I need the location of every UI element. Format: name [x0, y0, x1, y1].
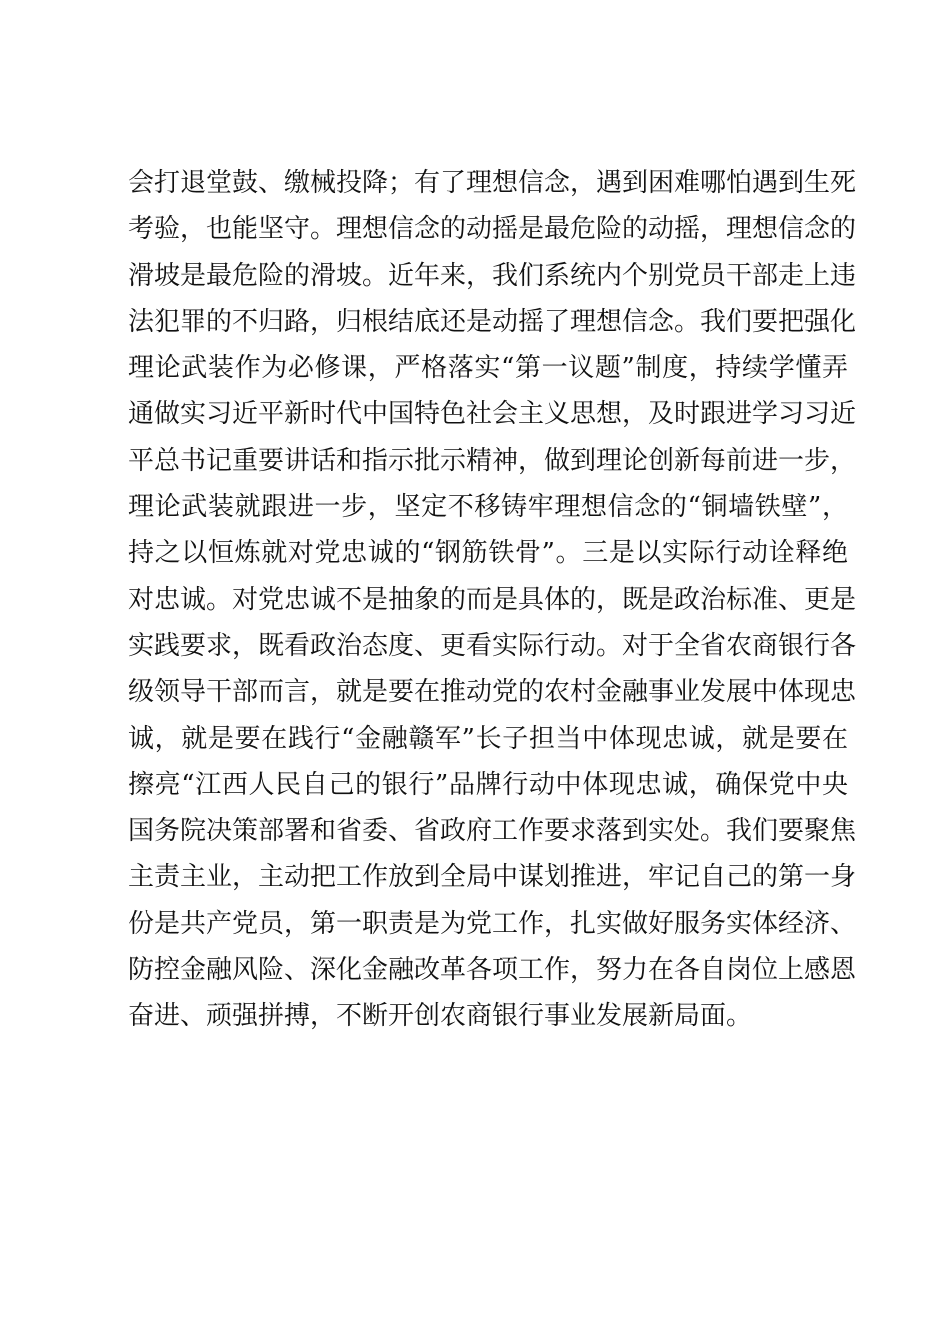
text-line: 会打退堂鼓、缴械投降；有了理想信念，遇到困难哪怕遇到生死: [128, 168, 857, 198]
text-line: 防控金融风险、深化金融改革各项工作，努力在各自岗位上感恩: [128, 955, 857, 986]
text-line: 擦亮“江西人民自己的银行”品牌行动中体现忠诚，确保党中央: [128, 769, 848, 800]
body-paragraph: [128, 160, 857, 1040]
text-line: 法犯罪的不归路，归根结底还是动摇了理想信念。我们要把强化: [128, 306, 857, 337]
text-line: 对忠诚。对党忠诚不是抽象的而是具体的，既是政治标准、更是: [128, 584, 857, 615]
text-line: 考验，也能坚守。理想信念的动摇是最危险的动摇，理想信念的: [128, 214, 857, 245]
text-line: 奋进、顽强拼搏，不断开创农商银行事业发展新局面。: [128, 1001, 753, 1032]
text-line: 持之以恒炼就对党忠诚的“钢筋铁骨”。三是以实际行动诠释绝: [128, 538, 848, 569]
text-line: 理论武装就跟进一步，坚定不移铸牢理想信念的“铜墙铁壁”，: [128, 492, 848, 523]
text-line: 理论武装作为必修课，严格落实“第一议题”制度，持续学懂弄: [128, 353, 848, 384]
text-line: 滑坡是最危险的滑坡。近年来，我们系统内个别党员干部走上违: [128, 260, 857, 291]
text-line: 通做实习近平新时代中国特色社会主义思想，及时跟进学习习近: [128, 399, 857, 430]
text-line: 平总书记重要讲话和指示批示精神，做到理论创新每前进一步，: [128, 445, 857, 476]
text-line: 实践要求，既看政治态度、更看实际行动。对于全省农商银行各: [128, 630, 857, 661]
text-line: 主责主业，主动把工作放到全局中谋划推进，牢记自己的第一身: [128, 862, 857, 893]
text-line: 级领导干部而言，就是要在推动党的农村金融事业发展中体现忠: [128, 677, 857, 708]
text-line: 国务院决策部署和省委、省政府工作要求落到实处。我们要聚焦: [128, 816, 857, 847]
text-line: 诚，就是要在践行“金融赣军”长子担当中体现忠诚，就是要在: [128, 723, 848, 754]
text-line: 份是共产党员，第一职责是为党工作，扎实做好服务实体经济、: [128, 908, 857, 939]
